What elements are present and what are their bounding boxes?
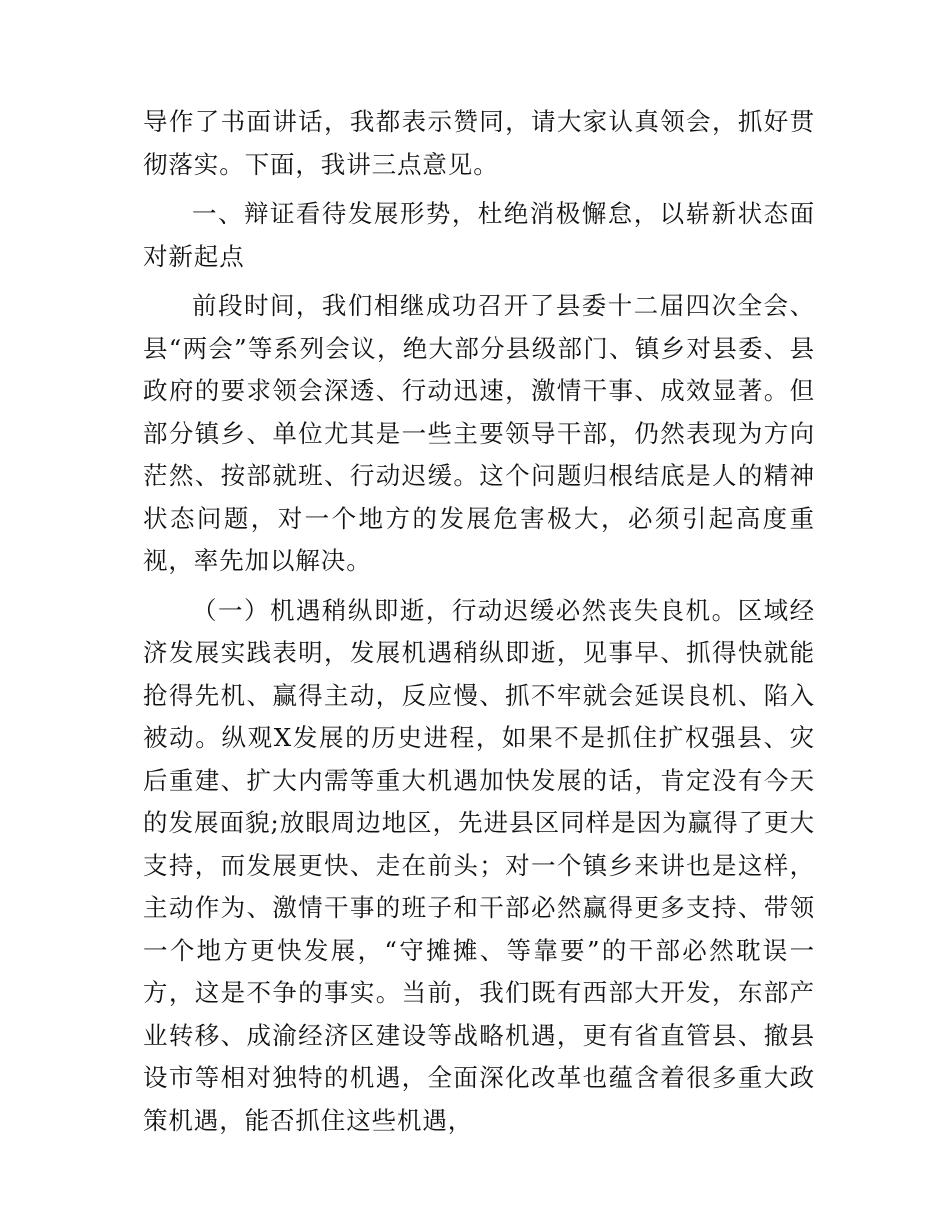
paragraph-continuation: 导作了书面讲话，我都表示赞同，请大家认真领会，抓好贯彻落实。下面，我讲三点意见。: [143, 107, 815, 179]
paragraph-section-1-intro: 前段时间，我们相继成功召开了县委十二届四次全会、县“两会”等系列会议，绝大部分县级部门、镇乡对县委、县政府的要求领会深透、行动迅速，激情干事、成效显著。但部分镇乡、单位尤其是一些主要领导干部，仍然表现为方向茫然、按部就班、行动迟缓。这个问题归根结底是人的精神状态问题，对一个地方的发展危害极大，必须引起高度重视，率先加以解决。: [143, 291, 815, 575]
paragraph-subsection-1: （一）机遇稍纵即逝，行动迟缓必然丧失良机。区域经济发展实践表明，发展机遇稍纵即逝，见事早、抓得快就能抢得先机、赢得主动，反应慢、抓不牢就会延误良机、陷入被动。纵观X发展的历史进程，如果不是抓住扩权强县、灾后重建、扩大内需等重大机遇加快发展的话，肯定没有今天的发展面貌;放眼周边地区，先进县区同样是因为赢得了更大支持，而发展更快、走在前头；对一个镇乡来讲也是这样，主动作为、激情干事的班子和干部必然赢得更多支持、带领一个地方更快发展，“守摊摊、等靠要”的干部必然耽误一方，这是不争的事实。当前，我们既有西部大开发，东部产业转移、成渝经济区建设等战略机遇，更有省直管县、撤县设市等相对独特的机遇，全面深化改革也蕴含着很多重大政策机遇，能否抓住这些机遇，: [143, 595, 815, 1135]
section-heading-1: 一、辩证看待发展形势，杜绝消极懈怠，以崭新状态面对新起点: [143, 199, 815, 271]
document-body: [143, 101, 815, 1149]
